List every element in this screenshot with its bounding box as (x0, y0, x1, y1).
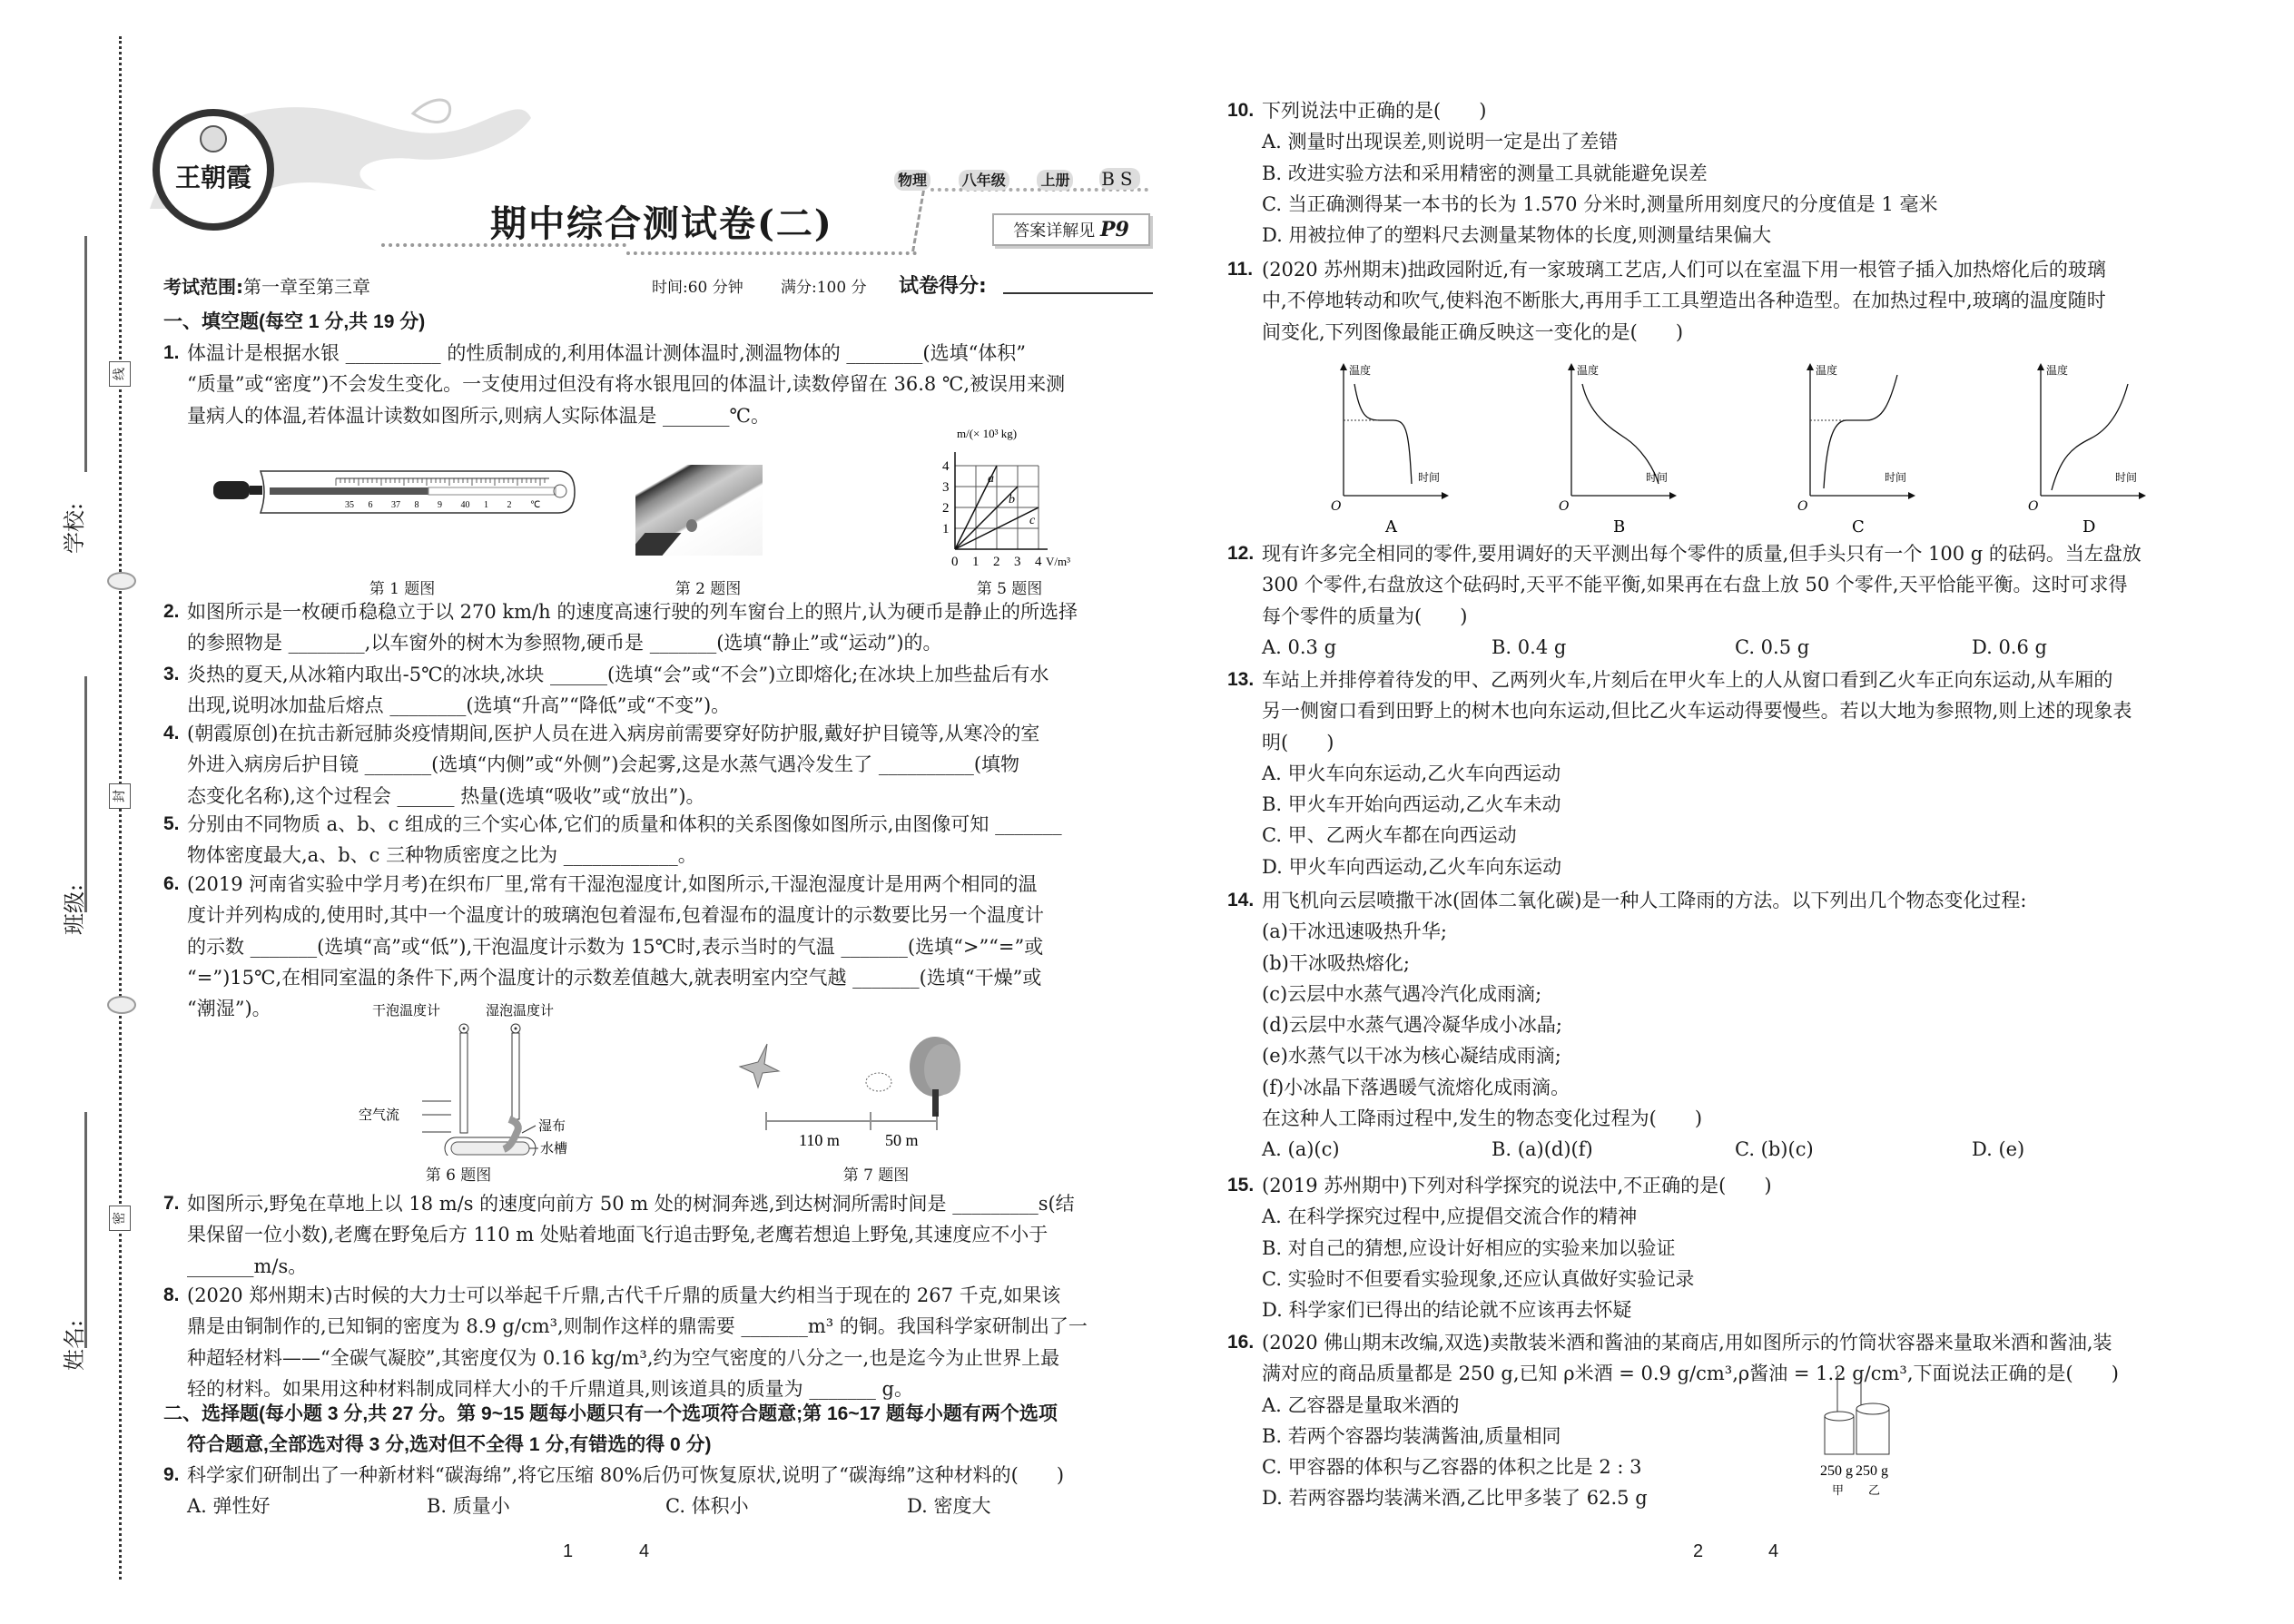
question-3 (163, 659, 1162, 722)
air-flow-label: 空气流 (359, 1107, 400, 1123)
question-5 (163, 809, 1162, 871)
question-9 (163, 1460, 1162, 1522)
distance-50m: 50 m (885, 1131, 919, 1149)
curve (1354, 384, 1412, 484)
question-number: 13. (1227, 669, 1255, 690)
text-line: “=”)15℃,在相同室温的条件下,两个温度计的示数差值越大,就表明室内空气越 _______(选填“干燥”或 (187, 966, 1042, 989)
scale-label: 40 (460, 500, 470, 510)
question-13 (1227, 664, 2230, 882)
seal-mark-seal: 封 (109, 783, 131, 809)
graph-option-C (1794, 361, 1921, 543)
text-line: (2020 郑州期末)古时候的大力士可以举起千斤鼎,古代千斤鼎的质量大约相当于现在的 267 千克,如果该 (187, 1284, 1061, 1306)
text-line: 满对应的商品质量都是 250 g,已知 ρ米酒 = 0.9 g/cm³,ρ酱油 = 1.2 g/cm³,下面说法正确的是( ) (1262, 1363, 2119, 1385)
class-input-line[interactable] (84, 676, 87, 912)
curve (1582, 384, 1659, 484)
option-C[interactable]: C. (b)(c) (1735, 1138, 1814, 1161)
question-number: 5. (163, 813, 180, 834)
x-tick-label: 2 (993, 555, 1000, 569)
question-1 (163, 338, 1162, 431)
score-label: 试卷得分: (899, 275, 987, 298)
ornament-icon (107, 572, 136, 590)
text-line: 分别由不同物质 a、b、c 组成的三个实心体,它们的质量和体积的关系图像如图所示,由图像可知 _______ (187, 813, 1062, 835)
text-line: C. 甲、乙两火车都在向西运动 (1262, 824, 1517, 847)
origin-label: O (1797, 499, 1808, 514)
question-number: 11. (1227, 259, 1254, 280)
y-axis-label: m/(× 10³ kg) (957, 427, 1018, 440)
text-line: 车站上并排停着待发的甲、乙两列火车,片刻后在甲火车上的人从窗口看到乙火车正向东运动,从车厢的 (1262, 669, 2113, 691)
subject-tag: 物理 (894, 170, 930, 191)
figure-1-thermometer (213, 468, 576, 517)
water-tank-label: 水槽 (540, 1140, 568, 1156)
section-2-line: 符合题意,全部选对得 3 分,选对但不全得 1 分,有错选的得 0 分) (187, 1434, 712, 1456)
question-number: 7. (163, 1193, 180, 1214)
text-line: B. 对自己的猜想,应设计好相应的实验来加以验证 (1262, 1236, 1676, 1259)
svg-text:乙: 乙 (1868, 1483, 1881, 1497)
text-line: 的示数 _______(选填“高”或“低”),干泡温度计示数为 15℃时,表示当时的气温 _______(选填“>”“=”或 (187, 935, 1044, 958)
y-tick-label: 1 (942, 522, 950, 536)
y-axis-label: 温度 (2046, 364, 2069, 377)
option-D[interactable]: D. 0.6 g (1972, 635, 2047, 658)
option-B[interactable]: B. 0.4 g (1492, 635, 1567, 658)
option-A[interactable]: A. 弹性好 (187, 1495, 271, 1518)
text-line: D. 甲火车向西运动,乙火车向东运动 (1262, 855, 1562, 878)
text-line: (2019 河南省实验中学月考)在织布厂里,常有干湿泡湿度计,如图所示,干湿泡湿度计是用两个相同的温 (187, 873, 1038, 895)
text-line: 外进入病房后护目镜 _______(选填“内侧”或“外侧”)会起雾,这是水蒸气遇冷发生了 __________(填物 (187, 753, 1020, 776)
question-number: 4. (163, 723, 180, 743)
x-tick-label: 1 (972, 555, 980, 569)
answer-reference-box (992, 213, 1150, 246)
scale-label: 9 (438, 500, 442, 510)
text-line: 如图所示是一枚硬币稳稳立于以 270 km/h 的速度高速行驶的列车窗台上的照片,认为硬币是静止的所选择 (187, 601, 1078, 623)
arrow-icon (1669, 492, 1677, 499)
answer-page: P9 (1099, 218, 1129, 241)
arrow-icon (1340, 363, 1347, 370)
text-line: 鼎是由铜制作的,已知铜的密度为 8.9 g/cm³,则制作这样的鼎需要 _______m³ 的铜。我国科学家研制出了一 (187, 1315, 1088, 1338)
question-15 (1227, 1170, 2230, 1325)
text-line: 出现,说明冰加盐后熔点 ________(选填“升高”“降低”或“不变”)。 (187, 694, 731, 717)
scale-label: 2 (507, 500, 512, 510)
y-axis-label: 温度 (1577, 364, 1600, 377)
text-line: 种超轻材料——“全碳气凝胶”,其密度仅为 0.16 kg/m³,约为空气密度的八分之一,也是迄今为止世界上最 (187, 1346, 1060, 1369)
dry-bulb-label: 干泡温度计 (372, 1002, 441, 1019)
school-input-line[interactable] (84, 236, 87, 472)
ornament-icon (107, 996, 136, 1014)
question-10 (1227, 95, 2230, 251)
arrow-icon (1442, 492, 1449, 499)
wet-cloth-label: 湿布 (538, 1117, 566, 1134)
edition-tag: BS (1101, 168, 1138, 190)
text-line: 下列说法中正确的是( ) (1262, 100, 1487, 122)
name-input-line[interactable] (84, 1112, 87, 1348)
question-number: 15. (1227, 1175, 1255, 1196)
x-tick-label: 3 (1014, 555, 1021, 569)
y-axis-label: 温度 (1349, 364, 1372, 377)
graph-label: C (1852, 517, 1865, 536)
figure-1-caption: 第 1 题图 (369, 580, 436, 598)
question-number: 9. (163, 1464, 180, 1485)
y-tick-label: 4 (942, 459, 950, 474)
x-axis-label: 时间 (1646, 471, 1669, 484)
scale-label: 35 (345, 500, 354, 510)
text-line: 果保留一位小数),老鹰在野兔后方 110 m 处贴着地面飞行追击野兔,老鹰若想追上野兔,其速度应不小于 (187, 1224, 1049, 1246)
question-number: 14. (1227, 890, 1255, 910)
series-label: c (1029, 514, 1036, 527)
figure-7-caption: 第 7 题图 (842, 1166, 910, 1185)
x-axis-label: 时间 (1885, 471, 1907, 484)
graph-option-D (2024, 361, 2151, 543)
text-line: (f)小冰晶下落遇暖气流熔化成雨滴。 (1262, 1076, 1570, 1098)
series-tags (894, 168, 1157, 190)
arrow-icon (2037, 363, 2044, 370)
page-number: 2 (1693, 1541, 1704, 1561)
text-line: A. 乙容器是量取米酒的 (1262, 1393, 1460, 1416)
graph-label: D (2082, 517, 2096, 536)
text-line: A. 甲火车向东运动,乙火车向西运动 (1262, 762, 1561, 784)
question-11 (1227, 254, 2230, 348)
figure-2-caption: 第 2 题图 (674, 580, 742, 598)
scope-value: 第一章至第三章 (243, 276, 370, 298)
question-12 (1227, 538, 2230, 663)
text-line: C. 甲容器的体积与乙容器的体积之比是 2 : 3 (1262, 1456, 1642, 1479)
score-input[interactable] (1003, 292, 1153, 294)
svg-text:250 g: 250 g (1856, 1463, 1888, 1479)
text-line: C. 实验时不但要看实验现象,还应认真做好实验记录 (1262, 1267, 1695, 1290)
logo-crown-icon (200, 125, 227, 153)
text-line: 明( ) (1262, 731, 1334, 753)
scale-label: ℃ (530, 500, 541, 510)
title-connector (911, 191, 925, 251)
seal-mark-line: 线 (109, 361, 131, 387)
question-number: 1. (163, 342, 180, 363)
series-label: a (988, 472, 994, 486)
text-line: D. 科学家们已得出的结论就不应该再去怀疑 (1262, 1299, 1632, 1322)
question-7 (163, 1188, 1162, 1282)
text-line: (2020 佛山期末改编,双选)卖散装米酒和酱油的某商店,用如图所示的竹筒状容器来量取米酒和酱油,装 (1262, 1332, 2112, 1353)
question-2 (163, 596, 1162, 659)
page-title: 期中综合测试卷(二) (490, 202, 833, 245)
arrow-icon (1908, 492, 1915, 499)
scale-label: 1 (484, 500, 488, 510)
distance-110m: 110 m (799, 1131, 840, 1149)
scale-label: 6 (368, 500, 373, 510)
text-line: D. 若两容器均装满米酒,乙比甲多装了 62.5 g (1262, 1487, 1648, 1510)
page-number: 1 (563, 1541, 574, 1561)
text-line: “潮湿”)。 (187, 998, 271, 1020)
graph-option-B (1555, 361, 1682, 543)
text-line: 科学家们研制出了一种新材料“碳海绵”,将它压缩 80%后仍可恢复原状,说明了“碳海绵”这种材料的( ) (187, 1464, 1065, 1486)
text-line: 的参照物是 ________,以车窗外的树木为参照物,硬币是 _______(选填“静止”或“运动”)的。 (187, 632, 942, 655)
text-line: 中,不停地转动和吹气,使料泡不断胀大,再用手工工具塑造出各种造型。在加热过程中,玻璃的温度随时 (1262, 290, 2106, 312)
text-line: A. 测量时出现误差,则说明一定是出了差错 (1262, 131, 1619, 153)
text-line: 另一侧窗口看到田野上的树木也向东运动,但比乙火车运动得要慢些。若以大地为参照物,则上述的现象表 (1262, 700, 2132, 723)
text-line: C. 当正确测得某一本书的长为 1.570 分米时,测量所用刻度尺的分度值是 1 毫米 (1262, 192, 1938, 215)
y-tick-label: 2 (942, 501, 950, 516)
x-tick-label: 0 (951, 555, 959, 569)
x-tick-label: 4 (1035, 555, 1042, 569)
scope-label: 考试范围: (163, 276, 243, 298)
temperature-curve (1344, 384, 1412, 484)
exam-scope (163, 272, 370, 299)
exam-time: 时间:60 分钟 (652, 279, 743, 297)
x-axis-label: 时间 (1418, 471, 1441, 484)
text-line: 量病人的体温,若体温计读数如图所示,则病人实际体温是 _______℃。 (187, 404, 771, 427)
figure-6-hygrometer (350, 997, 586, 1156)
text-line: (b)干冰吸热熔化; (1262, 951, 1410, 974)
brand-logo (153, 109, 274, 231)
figure-7-eagle-rabbit (726, 1035, 999, 1153)
question-number: 8. (163, 1284, 180, 1305)
page-total: 4 (1768, 1541, 1779, 1561)
text-line: B. 甲火车开始向西运动,乙火车未动 (1262, 793, 1561, 816)
x-axis-label: V/m³ (1046, 555, 1071, 568)
origin-label: O (2028, 499, 2039, 514)
figure-2-coin-photo (635, 465, 763, 556)
text-line: (朝霞原创)在抗击新冠肺炎疫情期间,医护人员在进入病房前需要穿好防护服,戴好护目镜等,从寒冷的室 (187, 723, 1040, 744)
svg-text:250 g: 250 g (1820, 1463, 1853, 1479)
option-A[interactable]: A. 0.3 g (1262, 635, 1337, 658)
arrow-icon (2139, 492, 2146, 499)
figure-6-caption: 第 6 题图 (425, 1166, 492, 1185)
text-line: (e)水蒸气以干冰为核心凝结成雨滴; (1262, 1045, 1561, 1068)
option-B[interactable]: B. (a)(d)(f) (1492, 1138, 1593, 1161)
origin-label: O (1559, 499, 1570, 514)
graph-label: A (1385, 517, 1397, 536)
arrow-icon (1807, 363, 1814, 370)
option-C[interactable]: C. 体积小 (665, 1495, 749, 1518)
exam-full-score: 满分:100 分 (781, 279, 867, 297)
text-line: 间变化,下列图像最能正确反映这一变化的是( ) (1262, 320, 1684, 343)
y-axis-label: 温度 (1816, 364, 1838, 377)
container-yi-icon (1856, 1403, 1889, 1454)
question-number: 2. (163, 601, 180, 622)
eagle-icon (740, 1044, 779, 1088)
name-label: 姓名: (62, 1319, 87, 1371)
text-line: 在这种人工降雨过程中,发生的物态变化过程为( ) (1262, 1107, 1703, 1130)
wet-bulb-label: 湿泡温度计 (486, 1002, 555, 1019)
temperature-curve (1582, 384, 1659, 484)
option-A[interactable]: A. (a)(c) (1262, 1138, 1340, 1161)
answer-reference-label: 答案详解见 (1013, 221, 1096, 241)
x-axis-label: 时间 (2115, 471, 2138, 484)
section-1-heading: 一、填空题(每空 1 分,共 19 分) (163, 311, 426, 332)
text-line: 炎热的夏天,从冰箱内取出-5℃的冰块,冰块 ______(选填“会”或“不会”)立即熔化;在冰块上加些盐后有水 (187, 664, 1049, 685)
text-line: 态变化名称),这个过程会 ______ 热量(选填“吸收”或“放出”)。 (187, 784, 705, 807)
class-label: 班级: (62, 883, 87, 935)
text-line: 度计并列构成的,使用时,其中一个温度计的玻璃泡包着湿布,包着湿布的温度计的示数要比另一个温度计 (187, 904, 1045, 927)
question-number: 16. (1227, 1332, 1255, 1353)
text-line: B. 若两个容器均装满酱油,质量相同 (1262, 1424, 1561, 1447)
volume-tag: 上册 (1037, 170, 1073, 191)
coin-icon (686, 519, 697, 532)
text-line: _______m/s。 (187, 1255, 308, 1277)
text-line: 体温计是根据水银 __________ 的性质制成的,利用体温计测体温时,测温物体的 ________(选填“体积” (187, 342, 1027, 364)
section-2-line: 二、选择题(每小题 3 分,共 27 分。第 9~15 题每小题只有一个选项符合题意;第 16~17 题每小题有两个选项 (163, 1403, 1058, 1424)
question-number: 12. (1227, 543, 1255, 564)
grade-tag: 八年级 (959, 170, 1009, 191)
text-line: (2020 苏州期末)拙政园附近,有一家玻璃工艺店,人们可以在室温下用一根管子插入加热熔化后的玻璃 (1262, 259, 2106, 281)
page-total: 4 (639, 1541, 650, 1561)
title-dotted-decoration-2 (626, 251, 917, 255)
graph-label: B (1613, 517, 1626, 536)
logo-text: 王朝霞 (174, 162, 251, 192)
origin-label: O (1331, 499, 1342, 514)
section-2-heading (163, 1399, 1162, 1462)
text-line: 每个零件的质量为( ) (1262, 605, 1468, 627)
question-14 (1227, 885, 2230, 1166)
figure-5-mass-volume-graph (926, 427, 1108, 572)
text-line: “质量”或“密度”)不会发生变化。一支使用过但没有将水银甩回的体温计,读数停留在 36.8 ℃,被误用来测 (187, 373, 1066, 396)
question-number: 6. (163, 873, 180, 894)
text-line: (a)干冰迅速吸热升华; (1262, 920, 1447, 943)
container-jia-icon (1825, 1412, 1854, 1454)
text-line: (d)云层中水蒸气遇冷凝华成小冰晶; (1262, 1014, 1562, 1037)
scale-label: 37 (391, 500, 400, 510)
question-16-containers-figure (1816, 1371, 1934, 1534)
tree-icon (910, 1037, 960, 1117)
series-label: b (1009, 493, 1015, 507)
rabbit-icon (866, 1073, 891, 1091)
text-line: D. 用被拉伸了的塑料尺去测量某物体的长度,则测量结果偏大 (1262, 224, 1772, 247)
text-line: 轻的材料。如果用这种材料制成同样大小的千斤鼎道具,则该道具的质量为 _______ g。 (187, 1377, 913, 1400)
title-dotted-decoration (381, 243, 626, 247)
text-line: 现有许多完全相同的零件,要用调好的天平测出每个零件的质量,但手头只有一个 100 g 的砝码。当左盘放 (1262, 543, 2141, 565)
question-6 (163, 869, 1162, 1024)
figure-5-caption: 第 5 题图 (976, 580, 1043, 598)
scale-label: 8 (414, 500, 419, 510)
option-D[interactable]: D. 密度大 (907, 1495, 991, 1518)
question-number: 3. (163, 664, 180, 684)
seal-mark-secret: 密 (109, 1206, 131, 1231)
text-line: 用飞机向云层喷撒干冰(固体二氧化碳)是一种人工降雨的方法。以下列出几个物态变化过程: (1262, 890, 2027, 911)
text-line: 如图所示,野兔在草地上以 18 m/s 的速度向前方 50 m 处的树洞奔逃,到达树洞所需时间是 _________s(结 (187, 1193, 1075, 1215)
question-16 (1227, 1327, 2230, 1514)
option-C[interactable]: C. 0.5 g (1735, 635, 1810, 658)
svg-text:甲: 甲 (1832, 1483, 1845, 1497)
option-B[interactable]: B. 质量小 (427, 1495, 510, 1518)
option-D[interactable]: D. (e) (1972, 1138, 2025, 1161)
y-tick-label: 3 (942, 480, 950, 495)
text-line: A. 在科学探究过程中,应提倡交流合作的精神 (1262, 1206, 1638, 1228)
graph-option-A (1327, 361, 1454, 543)
arrow-icon (1568, 363, 1575, 370)
text-line: (c)云层中水蒸气遇冷汽化成雨滴; (1262, 982, 1542, 1005)
text-line: B. 改进实验方法和采用精密的测量工具就能避免误差 (1262, 162, 1708, 184)
question-8 (163, 1280, 1162, 1404)
text-line: (2019 苏州期中)下列对科学探究的说法中,不正确的是( ) (1262, 1175, 1772, 1196)
school-label: 学校: (62, 502, 87, 554)
text-line: 300 个零件,右盘放这个砝码时,天平不能平衡,如果再在右盘上放 50 个零件,天平恰能平衡。这时可求得 (1262, 574, 2128, 596)
question-4 (163, 718, 1162, 812)
text-line: 物体密度最大,a、b、c 三种物质密度之比为 ____________。 (187, 844, 697, 867)
question-number: 10. (1227, 100, 1255, 121)
